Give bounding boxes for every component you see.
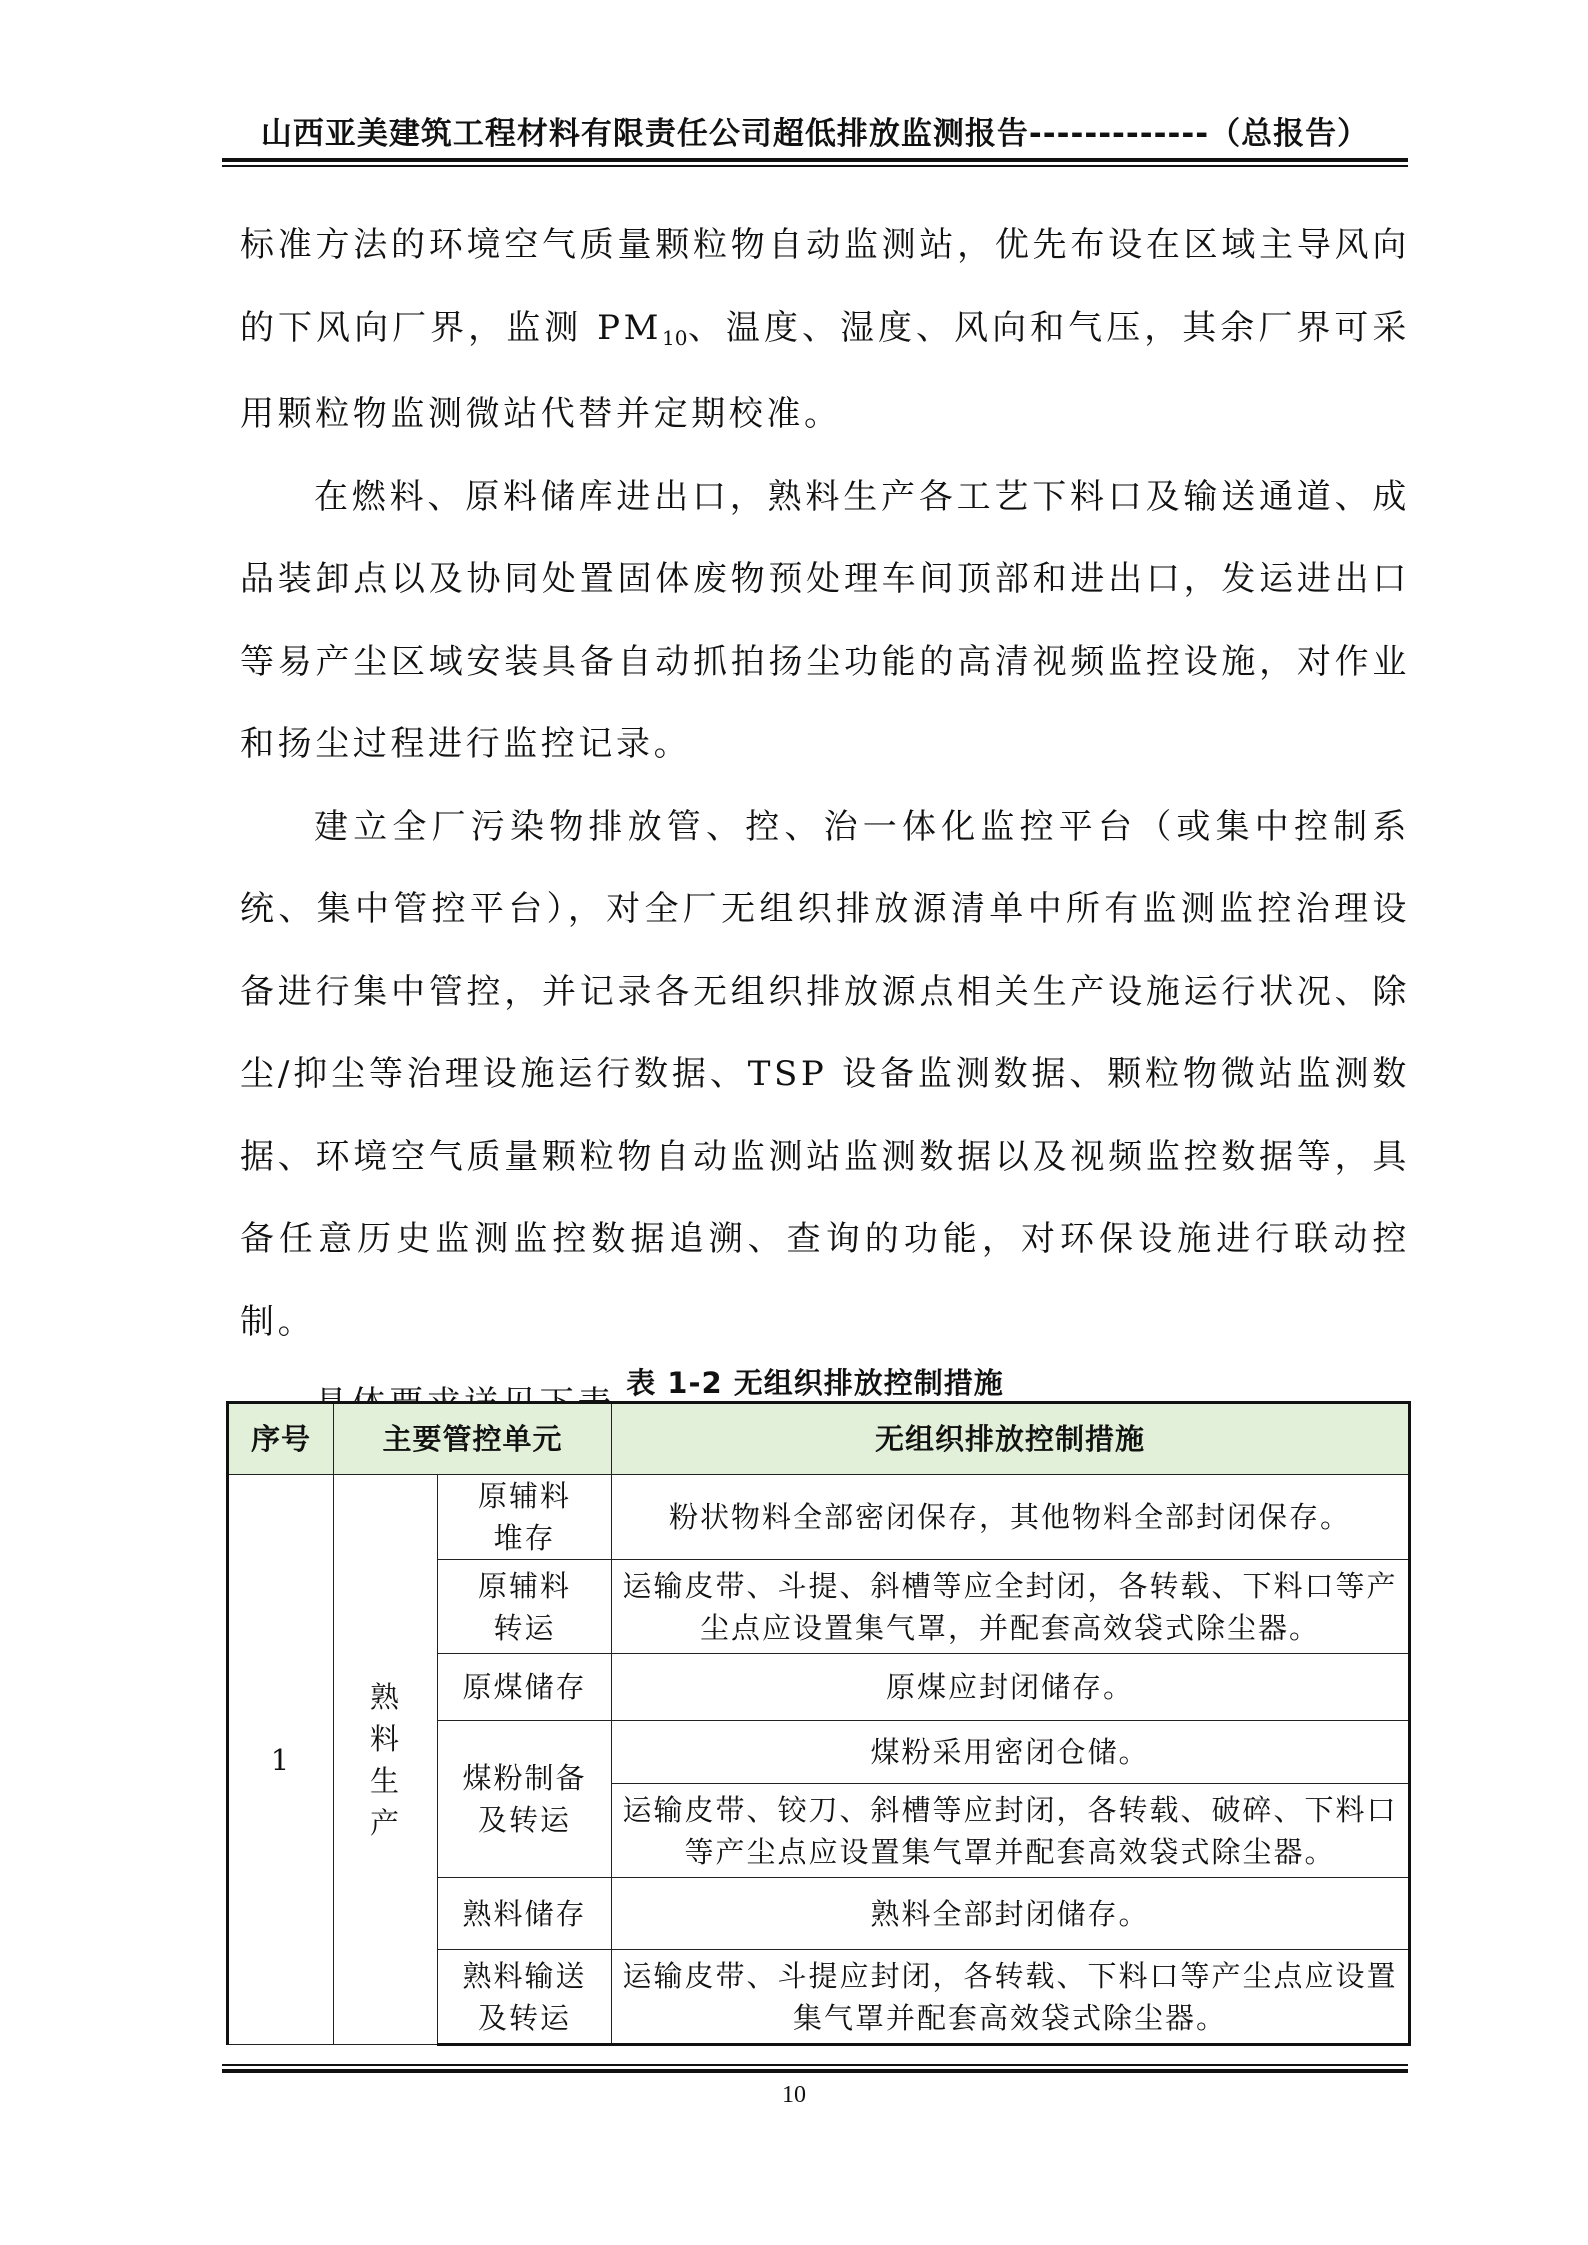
seq-cell: 1 (228, 1475, 334, 2045)
main-unit-cell: 熟料生产 (334, 1475, 438, 2045)
sub-unit-cell: 熟料输送及转运 (438, 1950, 612, 2045)
measure-cell: 熟料全部封闭储存。 (612, 1878, 1410, 1950)
header-seq: 序号 (228, 1403, 334, 1475)
sub-unit-cell: 原辅料转运 (438, 1560, 612, 1654)
body-text (240, 204, 1410, 1446)
header-rule-thick (222, 158, 1408, 162)
measure-cell: 原煤应封闭储存。 (612, 1654, 1410, 1721)
sub-unit-cell: 原辅料堆存 (438, 1475, 612, 1560)
paragraph-1-text-b: 、温度、湿度、风向和气压，其余厂界可采用颗粒物监测微站代替并定期校准。 (240, 307, 1411, 434)
table-caption: 表 1-2 无组织排放控制措施 (626, 1366, 1004, 1400)
sub-unit-cell: 原煤储存 (438, 1654, 612, 1721)
header-measures: 无组织排放控制措施 (612, 1403, 1410, 1475)
table-header-row (228, 1403, 1410, 1475)
paragraph-3: 建立全厂污染物排放管、控、治一体化监控平台（或集中控制系统、集中管控平台），对全厂无组织排放源清单中所有监测监控治理设备进行集中管控，并记录各无组织排放源点相关生产设施运行状况、除尘/抑尘等治理设施运行数据、TSP 设备监测数据、颗粒物微站监测数据、环境空气质量颗粒物自动监测站监测数据以及视频监控数据等，具备任意历史监测监控数据追溯、查询的功能，对环保设施进行联动控制。 (240, 806, 1410, 1342)
header-unit: 主要管控单元 (334, 1403, 612, 1475)
footer-rule-thin (222, 2064, 1408, 2066)
measure-cell: 运输皮带、斗提应封闭，各转载、下料口等产尘点应设置集气罩并配套高效袋式除尘器。 (612, 1950, 1410, 2045)
page-header: 山西亚美建筑工程材料有限责任公司超低排放监测报告-------------（总报告） (260, 116, 1370, 152)
page-number: 10 (782, 2082, 806, 2108)
paragraph-1 (240, 204, 1410, 456)
measure-cell: 运输皮带、铰刀、斜槽等应封闭，各转载、破碎、下料口等产尘点应设置集气罩并配套高效袋式除尘器。 (612, 1784, 1410, 1878)
control-measures-table (226, 1401, 1411, 2046)
paragraph-2: 在燃料、原料储库进出口，熟料生产各工艺下料口及输送通道、成品装卸点以及协同处置固体废物预处理车间顶部和进出口，发运进出口等易产尘区域安装具备自动抓拍扬尘功能的高清视频监控设施，对作业和扬尘过程进行监控记录。 (240, 476, 1410, 764)
paragraph-1-text-a: 标准方法的环境空气质量颗粒物自动监测站，优先布设在区域主导风向的下风向厂界，监测 PM (240, 225, 1410, 348)
table-row (228, 1475, 1410, 1560)
measure-cell: 运输皮带、斗提、斜槽等应全封闭，各转载、下料口等产尘点应设置集气罩，并配套高效袋式除尘器。 (612, 1560, 1410, 1654)
footer-rule-thick (222, 2069, 1408, 2073)
measure-cell: 粉状物料全部密闭保存，其他物料全部封闭保存。 (612, 1475, 1410, 1560)
sub-unit-cell: 煤粉制备及转运 (438, 1721, 612, 1878)
pm-subscript: 10 (662, 325, 688, 350)
sub-unit-cell: 熟料储存 (438, 1878, 612, 1950)
header-rule-thin (222, 165, 1408, 167)
measure-cell: 煤粉采用密闭仓储。 (612, 1721, 1410, 1784)
